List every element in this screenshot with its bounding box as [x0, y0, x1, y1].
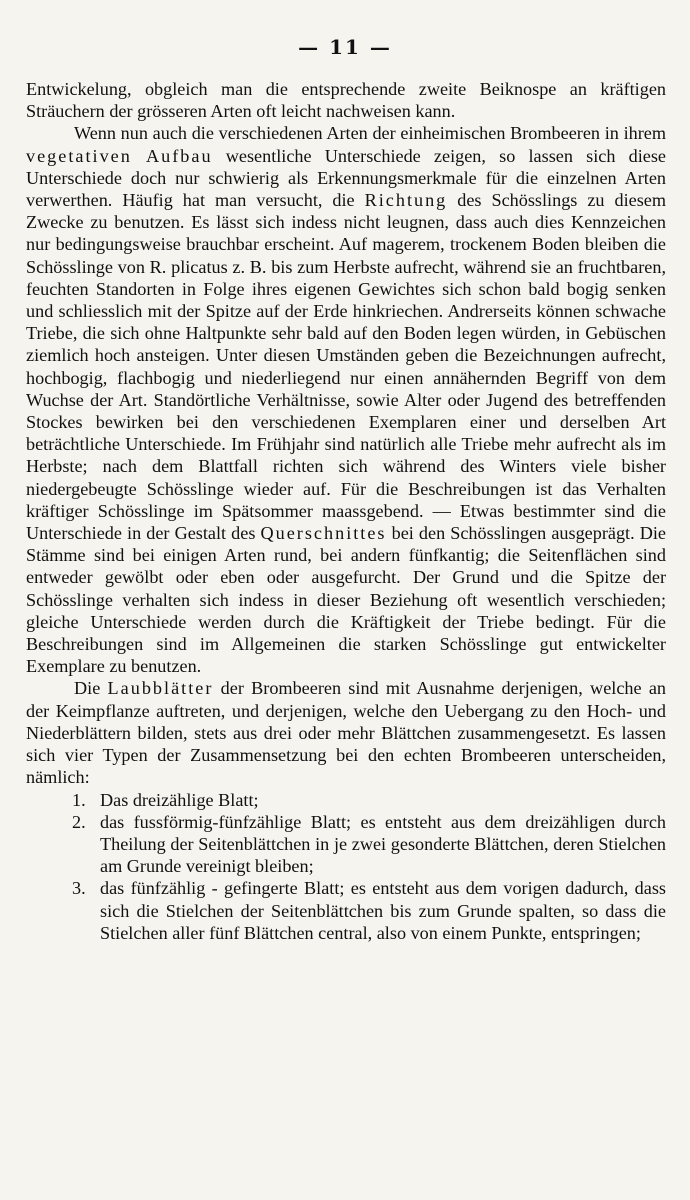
list-item [26, 811, 666, 878]
paragraph-leaves [26, 677, 666, 788]
text-run: des Schösslings zu diesem Zwecke zu benutzen. Es lässt sich indess nicht leugnen, dass auch dies Kennzeichen nur bedingungsweise brauchbar erscheint. Auf magerem, trockenem Boden bleiben die Schösslinge von R. plicatus z. B. bis zum Herbste aufrecht, während sie an fruchtbaren, feuchten Standorten in Folge ihres eigenen Gewichtes sich schon bald bogig senken und schliesslich mit der Spitze auf der Erde hinkriechen. Andrerseits können schwache Triebe, die sich ohne Haltpunkte sehr bald auf den Boden legen würden, in Gebüschen ziemlich hoch ansteigen. Unter diesen Umständen geben die Bezeichnungen aufrecht, hochbogig, flachbogig und niederliegend nur einen annähernden Begriff von dem Wuchse der Art. Standörtliche Verhältnisse, sowie Alter oder Jugend des betreffenden Stockes bewirken bei den verschiedenen Exemplaren einer und derselben Art beträchtliche Unterschiede. Im Frühjahr sind natürlich alle Triebe mehr aufrecht als im Herbste; nach dem Blattfall richten sich während des Winters viele bisher niedergebeugte Schösslinge wieder auf. Für die Beschreibungen ist das Verhalten kräftiger Schösslinge im Spätsommer maassgebend. — Etwas bestimmter sind die Unterschiede in der Gestalt des [26, 190, 666, 544]
text-run: der Brombeeren sind mit Ausnahme derjenigen, welche an der Keimpflanze auftreten, und derjenigen, welche den Uebergang zu den Hoch- und Niederblättern bilden, stets aus drei oder mehr Blättchen zusammengesetzt. Es lassen sich vier Typen der Zusammensetzung bei den echten Brombeeren unterscheiden, nämlich: [26, 678, 667, 788]
text-run: Die [74, 678, 108, 699]
spaced-term-richtung: Richtung [364, 190, 448, 211]
list-number: 2. [72, 811, 86, 832]
body-text [26, 78, 666, 944]
spaced-term-querschnitt: Querschnittes [260, 523, 387, 544]
leaf-type-list [26, 789, 666, 944]
text-run: Wenn nun auch die verschiedenen Arten der einheimischen Brombeeren in ihrem [74, 123, 666, 144]
paragraph-growth-direction [26, 122, 666, 677]
text-run: bei den Schösslingen ausgeprägt. Die Stämme sind bei einigen Arten rund, bei andern fünfkantig; die Seitenflächen sind entweder gewölbt oder eben oder ausgefurcht. Der Grund und die Spitze der Schösslinge verhalten sich indess in dieser Beziehung oft wesentlich verschieden; gleiche Unterschiede werden durch die Kräftigkeit der Triebe bedingt. Für die Beschreibungen sind im Allgemeinen die starken Schösslinge gut entwickelter Exemplare zu benutzen. [26, 523, 666, 677]
list-item [26, 877, 666, 944]
list-text: das fussförmig-fünfzählige Blatt; es entsteht aus dem dreizähligen durch Theilung der Seitenblättchen in je zwei gesonderte Blättchen, deren Stielchen am Grunde vereinigt bleiben; [100, 811, 666, 877]
list-text: das fünfzählig - gefingerte Blatt; es entsteht aus dem vorigen dadurch, dass sich die Stielchen der Seitenblättchen bis zum Grunde spalten, so dass die Stielchen aller fünf Blättchen central, also von einem Punkte, entspringen; [100, 878, 666, 943]
spaced-term-laubblaetter: Laubblätter [107, 678, 214, 699]
page-number: — 11 — [298, 35, 392, 59]
list-number: 3. [72, 878, 86, 899]
text-run: wesentliche Unterschiede zeigen, so lassen sich diese Unterschiede doch nur schwierig als Erkennungsmerkmale für die einzelnen Arten verwerthen. Häufig hat man versucht, die [26, 145, 666, 211]
spaced-term-vegetative: vegetativen Aufbau [26, 145, 213, 166]
list-item [26, 789, 666, 811]
list-text: Das dreizählige Blatt; [100, 789, 259, 810]
paragraph-continuation: Entwickelung, obgleich man die entsprechende zweite Beiknospe an kräftigen Sträuchern der grösseren Arten oft leicht nachweisen kann. [26, 79, 666, 122]
list-number: 1. [72, 789, 86, 810]
